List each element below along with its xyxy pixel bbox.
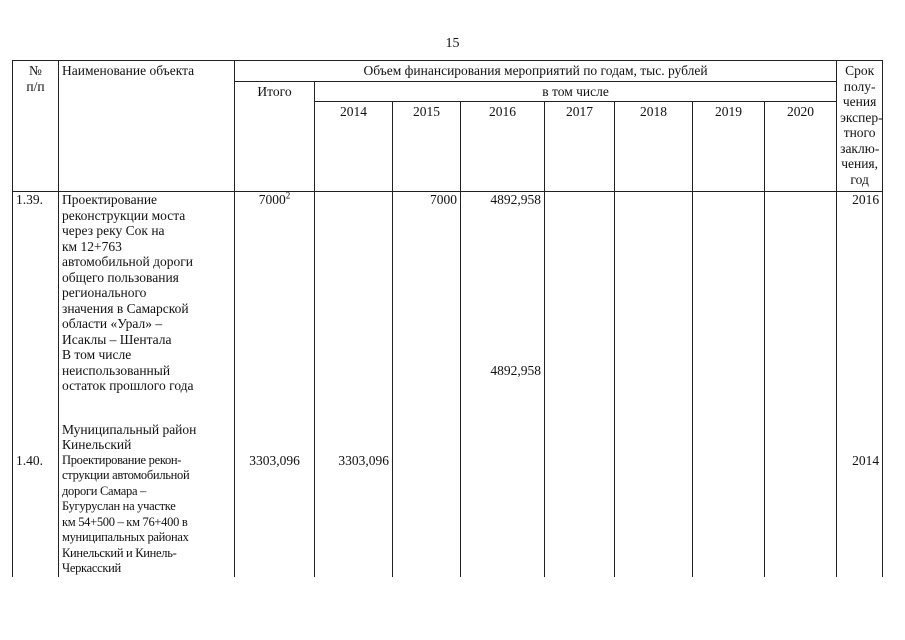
deadline-value: 2016 [837,192,883,453]
value-2014: 3303,096 [315,453,393,577]
value-2015: 7000 [393,192,461,453]
table-row [13,453,883,577]
value-2017 [545,192,615,453]
value-2019 [693,453,765,577]
header-year-2019: 2019 [693,102,765,192]
sub-label: В том числе неиспользованный остаток прошлого года [62,347,194,393]
header-year-2018: 2018 [615,102,693,192]
total-value: 3303,096 [235,453,315,577]
header-year-2020: 2020 [765,102,837,192]
value-2020 [765,453,837,577]
value-2020 [765,192,837,453]
value-2019 [693,192,765,453]
value-2018 [615,453,693,577]
value-2018 [615,192,693,453]
header-funding: Объем финансирования мероприятий по годам, тыс. рублей [235,61,837,82]
object-name: Проектирование реконструкции моста через реку Сок на км 12+763 автомобильной дороги общего пользования регионального значения в Самарской области «Урал» – Исаклы – Шентала [62,192,193,347]
row-number: 1.40. [13,453,59,577]
header-year-2017: 2017 [545,102,615,192]
section-label: Муниципальный район Кинельский [62,421,197,452]
object-name: Проектирование рекон- струкции автомобильной дороги Самара – Бугуруслан на участке км 54+500 – км 76+400 в муниципальных районах Кинельский и Кинель- Черкасский [59,453,235,577]
header-total: Итого [235,81,315,192]
header-deadline: Срок полу- чения экспер- тного заклю- чения, год [837,61,883,192]
header-year-2016: 2016 [461,102,545,192]
total-value: 7000 [258,192,286,207]
value-2014 [315,192,393,453]
deadline-value: 2014 [837,453,883,577]
row-number: 1.39. [13,192,59,453]
header-including: в том числе [315,81,837,102]
table-row [13,192,883,453]
page-number: 15 [445,36,460,51]
value-2015 [393,453,461,577]
total-cell [235,192,315,453]
header-year-2015: 2015 [393,102,461,192]
value-2016 [461,453,545,577]
header-num: № п/п [13,61,59,192]
value-2016-cell [461,192,545,453]
header-year-2014: 2014 [315,102,393,192]
row-name-cell [59,192,235,453]
footnote-marker: 2 [285,190,291,201]
value-2016: 4892,958 [490,192,541,207]
header-name: Наименование объекта [59,61,235,192]
value-2017 [545,453,615,577]
sub-value-2016: 4892,958 [490,362,541,378]
financing-table [12,60,883,577]
